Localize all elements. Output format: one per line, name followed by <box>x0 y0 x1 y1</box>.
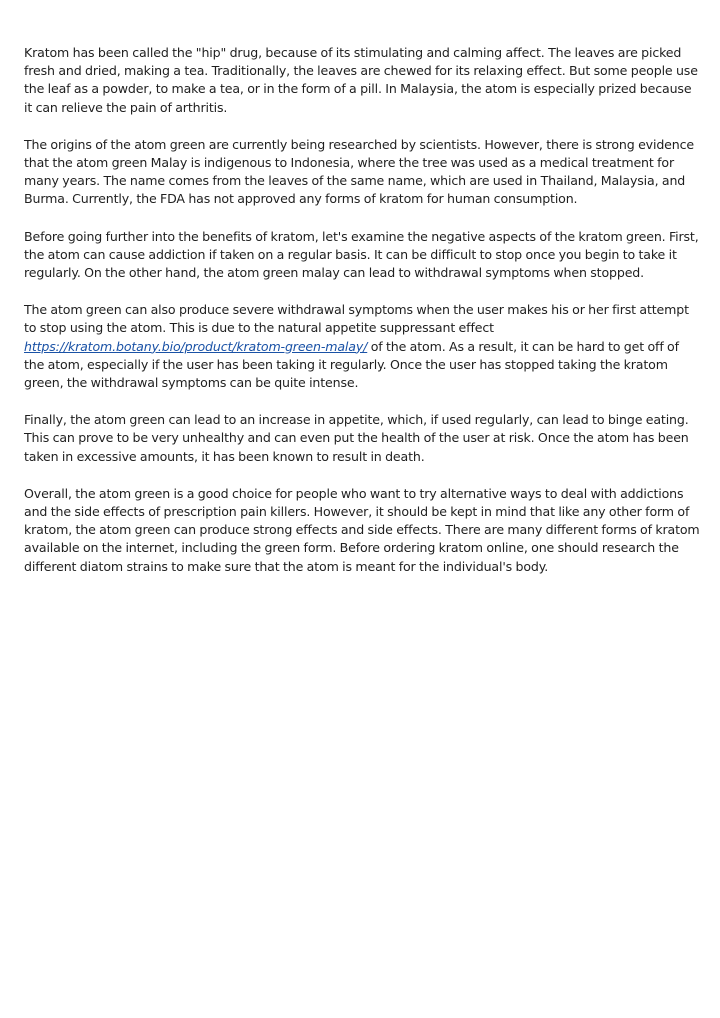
paragraph-negative-aspects: Before going further into the benefits of kratom, let's examine the negative aspects of the kratom green. First, the atom can cause addiction if taken on a regular basis. It can be difficult to stop once you begin to take it regularly. On the other hand, the atom green malay can lead to withdrawal symptoms when stopped. <box>24 228 699 281</box>
paragraph-withdrawal-text-after: of the atom. As a result, it can be hard to get off of the atom, especially if the user has been taking it regularly. Once the user has stopped taking the kratom green, the withdrawal symptoms can be quite intense. <box>24 338 679 391</box>
paragraph-withdrawal <box>24 301 700 392</box>
paragraph-intro: Kratom has been called the "hip" drug, because of its stimulating and calming affect. The leaves are picked fresh and dried, making a tea. Traditionally, the leaves are chewed for its relaxing effect. But some people use the leaf as a powder, to make a tea, or in the form of a pill. In Malaysia, the atom is especially prized because it can relieve the pain of arthritis. <box>24 45 698 115</box>
paragraph-withdrawal-text-before: The atom green can also produce severe withdrawal symptoms when the user makes his or her first attempt to stop using the atom. This is due to the natural appetite suppressant effect <box>24 302 689 336</box>
kratom-product-link[interactable]: https://kratom.botany.bio/product/kratom-green-malay/ <box>24 338 368 354</box>
document-page <box>24 44 700 595</box>
paragraph-overall: Overall, the atom green is a good choice for people who want to try alternative ways to deal with addictions and the side effects of prescription pain killers. However, it should be kept in mind that like any other form of kratom, the atom green can produce strong effects and side effects. There are many different forms of kratom available on the internet, including the green form. Before ordering kratom online, one should research the different diatom strains to make sure that the atom is meant for the individual's body. <box>24 485 700 574</box>
paragraph-origins: The origins of the atom green are currently being researched by scientists. However, there is strong evidence that the atom green Malay is indigenous to Indonesia, where the tree was used as a medical treatment for many years. The name comes from the leaves of the same name, which are used in Thailand, Malaysia, and Burma. Currently, the FDA has not approved any forms of kratom for human consumption. <box>24 136 694 207</box>
paragraph-appetite: Finally, the atom green can lead to an increase in appetite, which, if used regularly, can lead to binge eating. This can prove to be very unhealthy and can even put the health of the user at risk. Once the atom has been taken in excessive amounts, it has been known to result in death. <box>24 412 689 464</box>
